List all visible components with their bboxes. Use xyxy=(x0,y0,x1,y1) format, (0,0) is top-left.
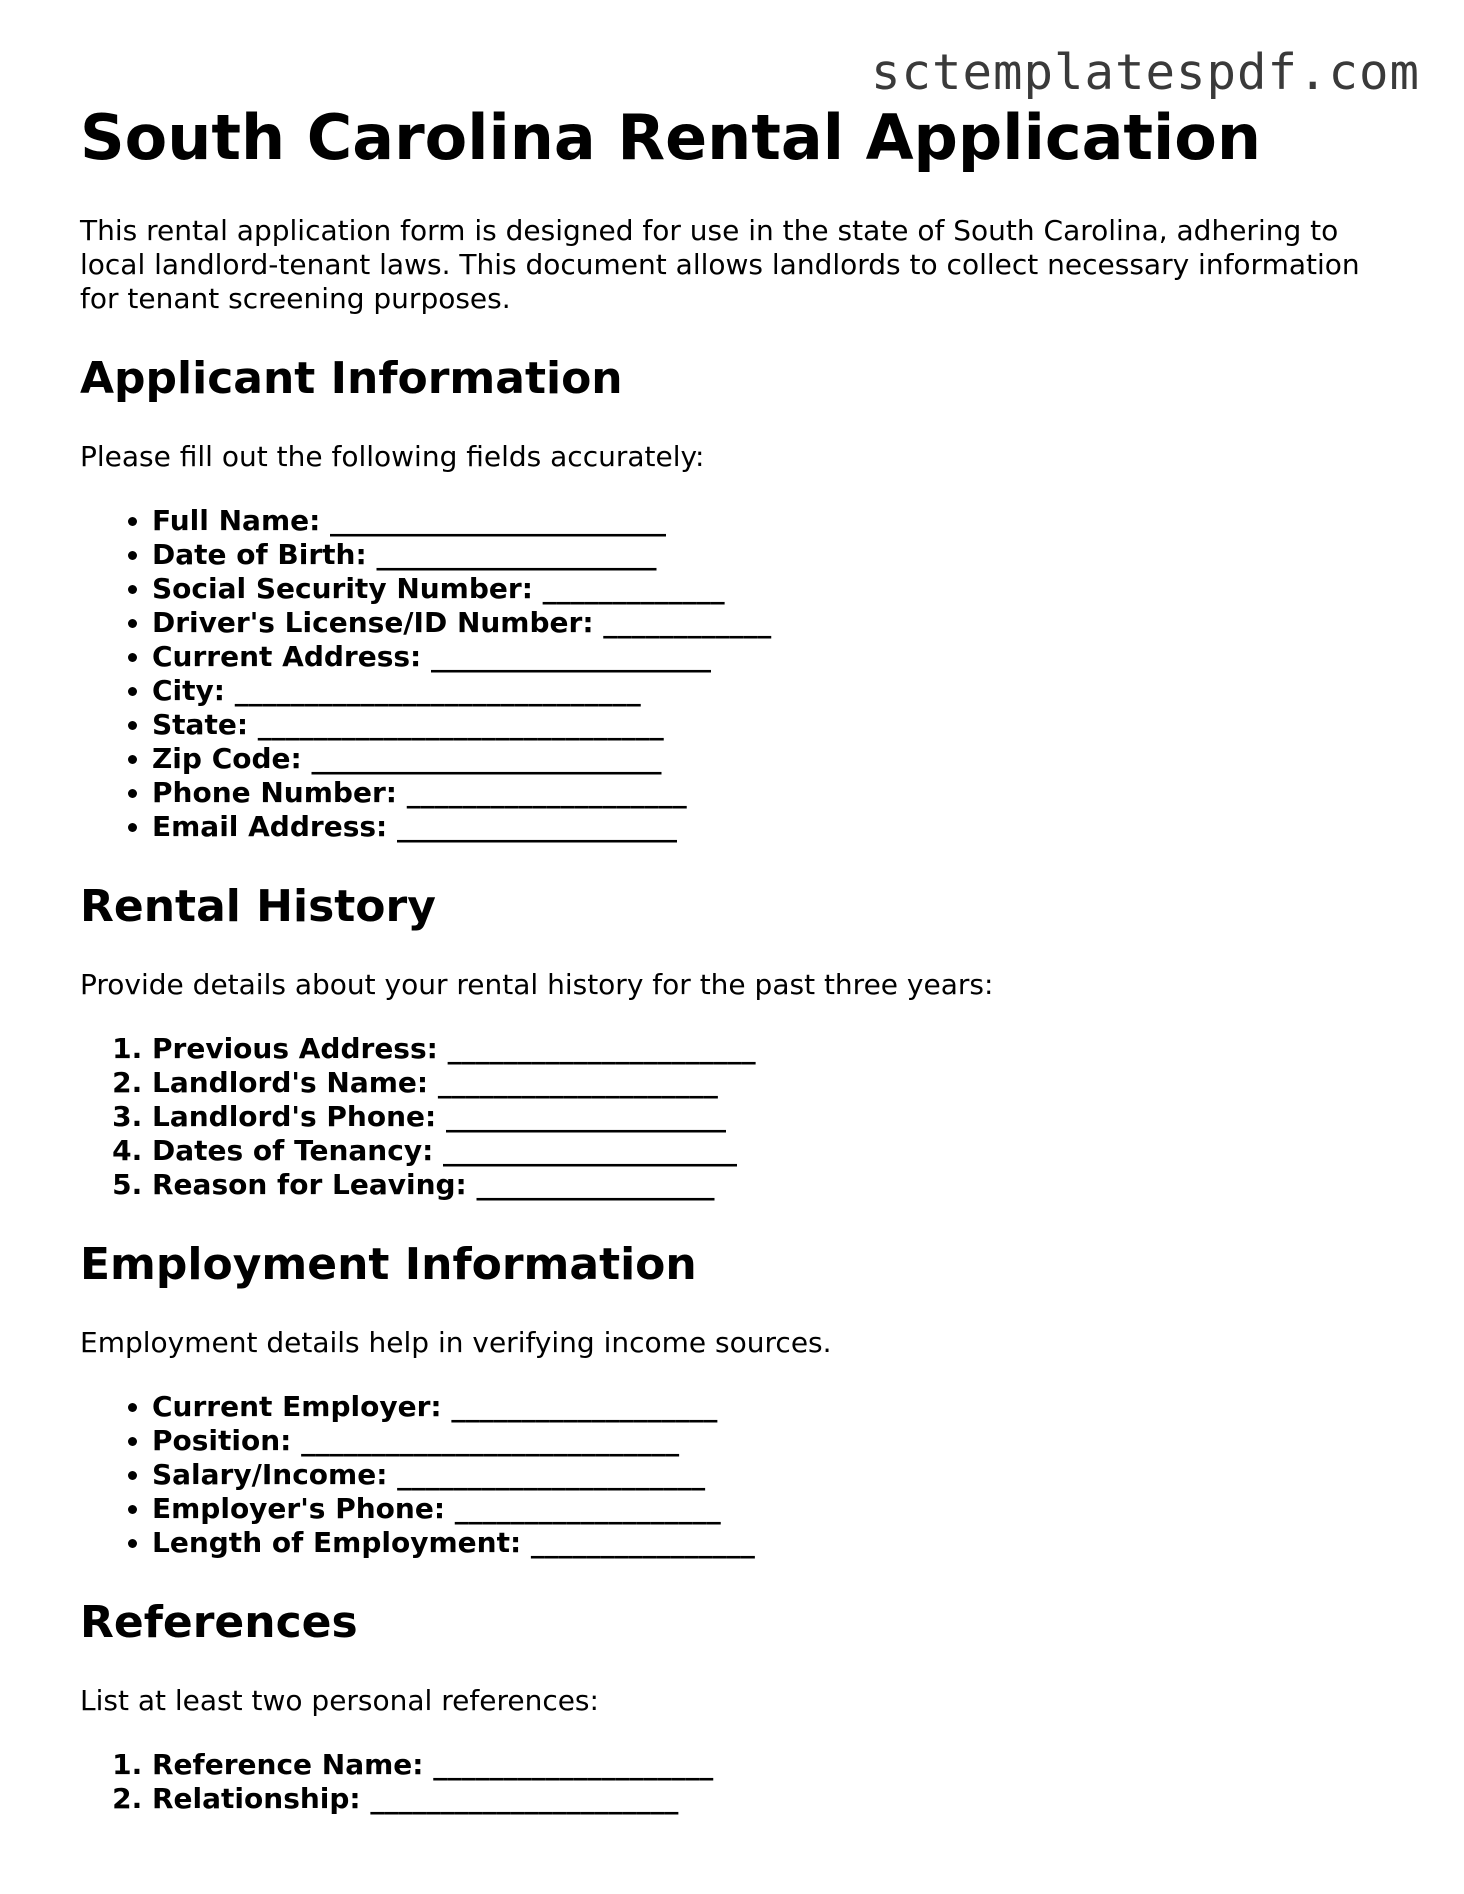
rental-history-instructions: Provide details about your rental history for the past three years: xyxy=(80,968,994,1001)
references-heading: References xyxy=(80,1597,358,1648)
field-city[interactable]: • City: _____________________________ xyxy=(152,674,1380,708)
field-email-address[interactable]: • Email Address: ____________________ xyxy=(152,810,1380,844)
applicant-instructions: Please fill out the following fields accurately: xyxy=(80,440,705,473)
references-instructions: List at least two personal references: xyxy=(80,1684,599,1717)
employment-heading: Employment Information xyxy=(80,1239,697,1290)
references-field-list xyxy=(80,1748,1380,1816)
rental-history-heading: Rental History xyxy=(80,881,436,932)
field-position[interactable]: • Position: ___________________________ xyxy=(152,1424,1380,1458)
employment-instructions: Employment details help in verifying income sources. xyxy=(80,1326,832,1359)
field-zip-code[interactable]: • Zip Code: _________________________ xyxy=(152,742,1380,776)
field-phone-number[interactable]: • Phone Number: ____________________ xyxy=(152,776,1380,810)
field-current-employer[interactable]: • Current Employer: ___________________ xyxy=(152,1390,1380,1424)
field-state[interactable]: • State: _____________________________ xyxy=(152,708,1380,742)
applicant-field-list xyxy=(80,504,1380,844)
applicant-heading: Applicant Information xyxy=(80,353,623,404)
applicant-section xyxy=(80,352,1380,844)
employment-section xyxy=(80,1238,1380,1560)
page-title: South Carolina Rental Application xyxy=(80,101,1262,174)
field-previous-address[interactable]: 1. Previous Address: ______________________ xyxy=(152,1032,1380,1066)
document-page xyxy=(80,100,1380,1816)
field-current-address[interactable]: • Current Address: ____________________ xyxy=(152,640,1380,674)
watermark-text: sctemplatespdf.com xyxy=(870,44,1420,101)
rental-history-section xyxy=(80,880,1380,1202)
field-relationship[interactable]: 2. Relationship: ______________________ xyxy=(152,1782,1380,1816)
field-landlord-name[interactable]: 2. Landlord's Name: ____________________ xyxy=(152,1066,1380,1100)
field-landlord-phone[interactable]: 3. Landlord's Phone: ____________________ xyxy=(152,1100,1380,1134)
field-reason-for-leaving[interactable]: 5. Reason for Leaving: _________________ xyxy=(152,1168,1380,1202)
field-dates-of-tenancy[interactable]: 4. Dates of Tenancy: _____________________ xyxy=(152,1134,1380,1168)
field-reference-name[interactable]: 1. Reference Name: ____________________ xyxy=(152,1748,1380,1782)
field-salary-income[interactable]: • Salary/Income: ______________________ xyxy=(152,1458,1380,1492)
field-employer-phone[interactable]: • Employer's Phone: ___________________ xyxy=(152,1492,1380,1526)
field-ssn[interactable]: • Social Security Number: _____________ xyxy=(152,572,1380,606)
field-full-name[interactable]: • Full Name: ________________________ xyxy=(152,504,1380,538)
field-length-of-employment[interactable]: • Length of Employment: ________________ xyxy=(152,1526,1380,1560)
intro-paragraph: This rental application form is designed for use in the state of South Carolina, adhering to local landlord-tenant laws. This document allows landlords to collect necessary information for tenant screening purposes. xyxy=(80,214,1360,315)
rental-history-field-list xyxy=(80,1032,1380,1202)
field-date-of-birth[interactable]: • Date of Birth: ____________________ xyxy=(152,538,1380,572)
employment-field-list xyxy=(80,1390,1380,1560)
references-section xyxy=(80,1596,1380,1816)
field-drivers-license[interactable]: • Driver's License/ID Number: ____________ xyxy=(152,606,1380,640)
